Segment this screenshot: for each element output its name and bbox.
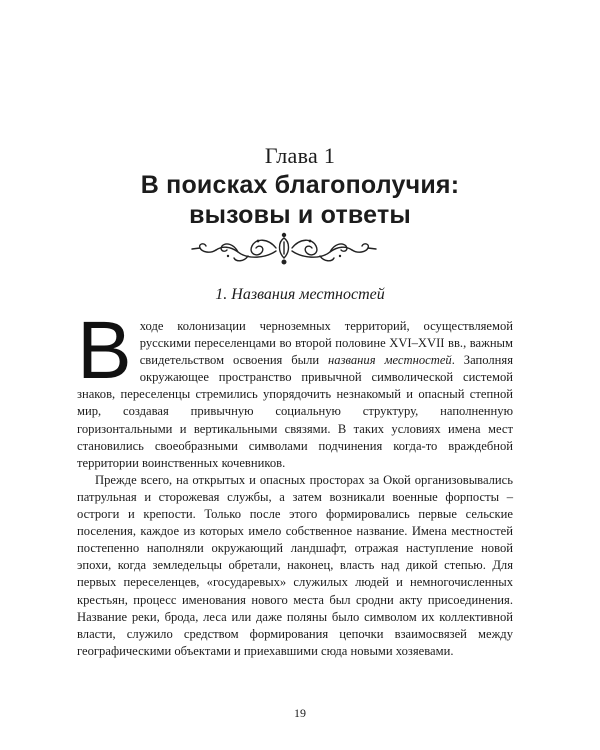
paragraph-1-text-end: . Заполняя окружающее пространство привычной символической системой знаков, переселенцы стремились упорядочить незнакомый и опасный степной мир, создавая привычную социальную структуру, наполненную горизонтальными и вертикальными связями. В таких условиях имена мест становились своеобразными символами подчинения когда-то враждебной территории воинственных кочевников.	[77, 353, 513, 470]
decorative-flourish-icon	[188, 232, 380, 266]
chapter-title	[0, 170, 600, 230]
chapter-title-line-2: вызовы и ответы	[189, 201, 411, 229]
paragraph-1-italic-term: названия местностей	[328, 353, 452, 368]
chapter-title-line-1: В поисках благополучия:	[140, 171, 460, 199]
paragraph-1	[77, 305, 513, 472]
paragraph-2: Прежде всего, на открытых и опасных просторах за Окой организовывались патрульная и сторожевая службы, а затем возникали военные форпосты – остроги и крепости. Только после этого формировались первые сельские поселения, каждое из которых имело собственное название. Имена местностей постепенно наполняли окружающий ландшафт, отражая наступление новой эпохи, когда земледельцы обретали, наконец, власть над дикой степью. Для первых переселенцев, «государевых» служилых людей и немногочисленных крестьян, процесс именования нового места был сродни акту присоединения. Название реки, брода, леса или даже поляны было символом их коллективной власти, служило средством формирования цепочки взаимосвязей между географическими объектами и приехавшими сюда новыми хозяевами.	[77, 472, 513, 658]
body-text	[77, 305, 513, 660]
chapter-label: Глава 1	[264, 143, 336, 168]
drop-cap: В	[77, 305, 132, 396]
page-number: 19	[294, 706, 306, 720]
paragraph-1-text-start: ходе колонизации черноземных территорий, осуществляемой русскими переселенцами во второй половине XVI–XVII вв., важным свидетельством освоения были	[139, 319, 513, 368]
section-heading: 1. Названия местностей	[215, 286, 385, 303]
